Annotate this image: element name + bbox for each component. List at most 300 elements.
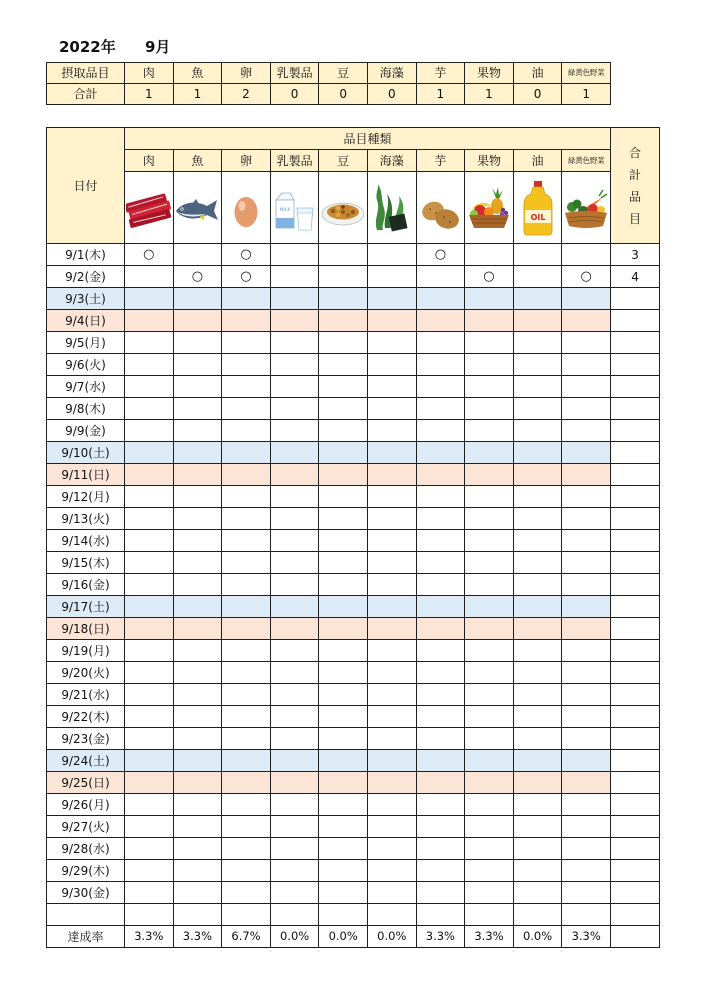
vegetable-basket-icon — [563, 178, 609, 238]
intake-mark-cell — [319, 838, 368, 860]
intake-mark-cell — [416, 860, 465, 882]
day-row — [47, 838, 660, 860]
intake-mark-cell — [222, 332, 271, 354]
summary-total-label: 合計 — [47, 84, 125, 105]
day-row — [47, 816, 660, 838]
date-cell: 9/1(木) — [47, 244, 125, 266]
intake-mark-cell — [270, 816, 319, 838]
intake-mark-cell — [562, 662, 611, 684]
summary-category-potato: 芋 — [416, 63, 465, 84]
day-row — [47, 244, 660, 266]
daily-total-cell — [611, 354, 660, 376]
intake-mark-cell — [270, 750, 319, 772]
intake-mark-cell — [173, 860, 222, 882]
intake-mark-cell — [270, 706, 319, 728]
intake-mark-cell — [222, 574, 271, 596]
intake-mark-cell — [562, 684, 611, 706]
daily-total-cell — [611, 882, 660, 904]
intake-mark-cell — [222, 530, 271, 552]
intake-mark-cell — [465, 574, 514, 596]
achievement-rate-beans: 0.0% — [319, 926, 368, 948]
summary-total-fish: 1 — [173, 84, 222, 105]
intake-mark-cell — [416, 332, 465, 354]
meat-icon — [126, 178, 172, 238]
daily-total-cell — [611, 860, 660, 882]
intake-mark-cell — [222, 882, 271, 904]
milk-icon — [272, 178, 318, 238]
achievement-row — [47, 926, 660, 948]
intake-mark-cell — [270, 552, 319, 574]
beans-image-cell — [319, 172, 368, 244]
intake-mark-cell — [562, 706, 611, 728]
intake-mark-cell — [513, 684, 562, 706]
date-cell: 9/4(日) — [47, 310, 125, 332]
intake-mark-cell — [513, 816, 562, 838]
daily-total-cell — [611, 376, 660, 398]
intake-mark-cell — [416, 486, 465, 508]
intake-mark-cell — [319, 684, 368, 706]
intake-mark-cell — [416, 266, 465, 288]
intake-mark-cell — [465, 640, 514, 662]
intake-mark-cell — [367, 838, 416, 860]
intake-mark-cell — [416, 838, 465, 860]
intake-mark-cell — [173, 838, 222, 860]
intake-mark-cell — [319, 728, 368, 750]
achievement-rate-egg: 6.7% — [222, 926, 271, 948]
daily-total-cell — [611, 706, 660, 728]
intake-mark-cell — [465, 376, 514, 398]
intake-mark-cell — [125, 332, 174, 354]
daily-total-cell — [611, 662, 660, 684]
intake-mark-cell — [367, 266, 416, 288]
summary-header-row — [47, 63, 611, 84]
intake-mark-cell — [465, 618, 514, 640]
intake-mark-cell — [173, 772, 222, 794]
intake-mark-cell — [513, 442, 562, 464]
intake-mark-cell — [416, 574, 465, 596]
intake-mark-cell — [416, 354, 465, 376]
daily-total-cell — [611, 508, 660, 530]
summary-category-beans: 豆 — [319, 63, 368, 84]
intake-mark-cell — [319, 596, 368, 618]
achievement-rate-green-yellow-vegetables: 3.3% — [562, 926, 611, 948]
intake-mark-cell — [513, 354, 562, 376]
intake-mark-cell — [562, 354, 611, 376]
fruit-basket-icon — [466, 178, 512, 238]
intake-mark-cell — [513, 266, 562, 288]
intake-mark-cell — [222, 442, 271, 464]
summary-category-meat: 肉 — [125, 63, 174, 84]
summary-table — [46, 62, 611, 105]
intake-mark-cell — [367, 244, 416, 266]
oil-bottle-label: OIL — [530, 212, 545, 222]
summary-row-label: 摂取品目 — [47, 63, 125, 84]
total-items-header — [611, 128, 660, 244]
date-cell: 9/6(火) — [47, 354, 125, 376]
intake-mark-cell — [367, 332, 416, 354]
egg-icon — [223, 178, 269, 238]
date-cell: 9/5(月) — [47, 332, 125, 354]
intake-mark-cell — [125, 552, 174, 574]
intake-mark-cell — [562, 574, 611, 596]
intake-mark-cell — [367, 684, 416, 706]
intake-mark-cell — [125, 464, 174, 486]
intake-mark-cell — [125, 574, 174, 596]
summary-total-beans: 0 — [319, 84, 368, 105]
intake-mark-cell — [513, 772, 562, 794]
intake-mark-cell — [222, 486, 271, 508]
category-header-green-yellow-vegetables: 緑黄色野菜 — [562, 150, 611, 172]
day-row — [47, 640, 660, 662]
intake-mark-cell — [319, 662, 368, 684]
intake-mark-cell — [513, 728, 562, 750]
intake-mark-cell — [319, 486, 368, 508]
intake-mark-cell: ○ — [562, 266, 611, 288]
intake-mark-cell — [222, 838, 271, 860]
intake-mark-cell — [513, 420, 562, 442]
intake-mark-cell — [465, 288, 514, 310]
intake-mark-cell — [319, 354, 368, 376]
potato-icon — [417, 178, 463, 238]
intake-mark-cell — [367, 596, 416, 618]
intake-mark-cell — [319, 750, 368, 772]
egg-image-cell — [222, 172, 271, 244]
intake-mark-cell — [125, 882, 174, 904]
daily-total-cell — [611, 442, 660, 464]
intake-mark-cell — [270, 640, 319, 662]
daily-total-cell — [611, 816, 660, 838]
intake-mark-cell — [562, 398, 611, 420]
intake-mark-cell — [562, 288, 611, 310]
achievement-rate-fish: 3.3% — [173, 926, 222, 948]
date-cell: 9/22(木) — [47, 706, 125, 728]
date-cell: 9/9(金) — [47, 420, 125, 442]
intake-mark-cell — [125, 288, 174, 310]
fruit-image-cell — [465, 172, 514, 244]
blank-cell — [562, 904, 611, 926]
intake-mark-cell — [513, 464, 562, 486]
summary-total-dairy: 0 — [270, 84, 319, 105]
oil-bottle-icon — [515, 178, 561, 238]
intake-mark-cell — [270, 442, 319, 464]
intake-mark-cell — [173, 530, 222, 552]
date-cell: 9/13(火) — [47, 508, 125, 530]
intake-mark-cell — [125, 706, 174, 728]
day-row — [47, 662, 660, 684]
blank-cell — [465, 904, 514, 926]
day-row — [47, 376, 660, 398]
intake-mark-cell — [173, 420, 222, 442]
intake-mark-cell — [270, 310, 319, 332]
intake-mark-cell — [125, 860, 174, 882]
intake-mark-cell — [173, 310, 222, 332]
intake-mark-cell — [465, 310, 514, 332]
day-row — [47, 574, 660, 596]
day-row — [47, 860, 660, 882]
intake-mark-cell — [319, 398, 368, 420]
intake-mark-cell — [173, 618, 222, 640]
intake-mark-cell — [416, 640, 465, 662]
intake-mark-cell — [416, 288, 465, 310]
daily-total-cell — [611, 398, 660, 420]
blank-cell — [173, 904, 222, 926]
intake-mark-cell — [465, 442, 514, 464]
day-row — [47, 530, 660, 552]
blank-cell — [222, 904, 271, 926]
intake-mark-cell — [319, 552, 368, 574]
category-header-fish: 魚 — [173, 150, 222, 172]
intake-mark-cell — [125, 838, 174, 860]
intake-mark-cell — [416, 706, 465, 728]
category-header-beans: 豆 — [319, 150, 368, 172]
intake-mark-cell — [513, 662, 562, 684]
intake-mark-cell — [173, 750, 222, 772]
intake-table — [46, 127, 660, 948]
daily-total-cell — [611, 420, 660, 442]
day-row — [47, 772, 660, 794]
date-cell: 9/21(水) — [47, 684, 125, 706]
category-header-dairy: 乳製品 — [270, 150, 319, 172]
intake-mark-cell — [173, 882, 222, 904]
intake-mark-cell — [270, 288, 319, 310]
intake-mark-cell — [270, 574, 319, 596]
header-row-type — [47, 128, 660, 150]
intake-mark-cell — [270, 684, 319, 706]
intake-mark-cell — [173, 662, 222, 684]
day-row — [47, 794, 660, 816]
intake-mark-cell — [465, 464, 514, 486]
intake-mark-cell — [465, 398, 514, 420]
intake-mark-cell — [416, 310, 465, 332]
day-row — [47, 596, 660, 618]
intake-mark-cell — [416, 662, 465, 684]
intake-mark-cell — [270, 662, 319, 684]
intake-mark-cell — [173, 574, 222, 596]
intake-mark-cell — [222, 640, 271, 662]
intake-mark-cell — [173, 596, 222, 618]
intake-mark-cell — [367, 420, 416, 442]
intake-mark-cell — [173, 464, 222, 486]
intake-mark-cell — [562, 442, 611, 464]
intake-mark-cell — [562, 794, 611, 816]
achievement-rate-potato: 3.3% — [416, 926, 465, 948]
day-row — [47, 618, 660, 640]
daily-total-cell — [611, 794, 660, 816]
intake-mark-cell — [416, 464, 465, 486]
intake-mark-cell — [367, 376, 416, 398]
intake-mark-cell — [125, 662, 174, 684]
intake-mark-cell — [270, 486, 319, 508]
intake-mark-cell — [465, 684, 514, 706]
summary-total-meat: 1 — [125, 84, 174, 105]
table-footer — [47, 904, 660, 948]
intake-mark-cell — [125, 684, 174, 706]
day-row — [47, 486, 660, 508]
title-year: 2022年 — [59, 38, 116, 56]
date-cell: 9/11(日) — [47, 464, 125, 486]
intake-mark-cell — [222, 662, 271, 684]
intake-mark-cell — [367, 706, 416, 728]
date-cell: 9/15(木) — [47, 552, 125, 574]
fish-image-cell — [173, 172, 222, 244]
title-month: 9月 — [144, 38, 171, 56]
intake-mark-cell — [270, 266, 319, 288]
intake-mark-cell — [416, 882, 465, 904]
blank-cell — [47, 904, 125, 926]
day-row — [47, 464, 660, 486]
intake-mark-cell — [270, 728, 319, 750]
intake-mark-cell — [367, 464, 416, 486]
intake-mark-cell — [416, 508, 465, 530]
intake-mark-cell — [173, 244, 222, 266]
intake-mark-cell — [416, 420, 465, 442]
intake-mark-cell — [319, 464, 368, 486]
intake-mark-cell — [465, 838, 514, 860]
intake-mark-cell — [465, 882, 514, 904]
intake-mark-cell — [416, 816, 465, 838]
intake-mark-cell — [465, 244, 514, 266]
intake-mark-cell — [173, 794, 222, 816]
achievement-rate-dairy: 0.0% — [270, 926, 319, 948]
daily-total-cell — [611, 574, 660, 596]
category-header-oil: 油 — [513, 150, 562, 172]
meat-image-cell — [125, 172, 174, 244]
intake-mark-cell — [367, 574, 416, 596]
intake-mark-cell — [173, 728, 222, 750]
intake-mark-cell — [465, 816, 514, 838]
intake-mark-cell — [367, 816, 416, 838]
day-row — [47, 332, 660, 354]
date-cell: 9/20(火) — [47, 662, 125, 684]
intake-mark-cell — [513, 244, 562, 266]
intake-mark-cell — [319, 508, 368, 530]
intake-mark-cell — [125, 486, 174, 508]
intake-mark-cell — [125, 596, 174, 618]
intake-mark-cell — [562, 838, 611, 860]
intake-mark-cell — [173, 706, 222, 728]
total-items-header-label: 合計品目 — [629, 145, 642, 226]
intake-mark-cell — [173, 552, 222, 574]
intake-mark-cell — [562, 486, 611, 508]
intake-mark-cell — [319, 442, 368, 464]
intake-mark-cell — [319, 420, 368, 442]
intake-mark-cell — [513, 332, 562, 354]
daily-total-cell — [611, 838, 660, 860]
intake-mark-cell — [513, 882, 562, 904]
intake-mark-cell — [513, 574, 562, 596]
achievement-rate-oil: 0.0% — [513, 926, 562, 948]
intake-mark-cell — [173, 376, 222, 398]
intake-mark-cell — [562, 618, 611, 640]
category-header-potato: 芋 — [416, 150, 465, 172]
daily-rows — [47, 244, 660, 904]
intake-mark-cell — [562, 508, 611, 530]
day-row — [47, 706, 660, 728]
intake-mark-cell — [562, 376, 611, 398]
intake-mark-cell — [222, 464, 271, 486]
date-cell: 9/27(火) — [47, 816, 125, 838]
summary-total-egg: 2 — [222, 84, 271, 105]
intake-mark-cell — [319, 376, 368, 398]
date-cell: 9/2(金) — [47, 266, 125, 288]
intake-mark-cell — [125, 354, 174, 376]
blank-cell — [270, 904, 319, 926]
intake-mark-cell — [513, 376, 562, 398]
intake-mark-cell — [270, 354, 319, 376]
intake-mark-cell — [222, 794, 271, 816]
intake-mark-cell: ○ — [125, 244, 174, 266]
intake-mark-cell — [465, 530, 514, 552]
intake-mark-cell — [465, 750, 514, 772]
intake-mark-cell — [319, 772, 368, 794]
intake-mark-cell — [367, 486, 416, 508]
intake-mark-cell — [222, 706, 271, 728]
intake-mark-cell — [319, 332, 368, 354]
daily-total-cell — [611, 332, 660, 354]
intake-mark-cell — [562, 464, 611, 486]
intake-mark-cell — [319, 640, 368, 662]
intake-mark-cell — [562, 310, 611, 332]
intake-mark-cell — [319, 266, 368, 288]
intake-mark-cell — [125, 772, 174, 794]
intake-mark-cell — [270, 244, 319, 266]
summary-category-egg: 卵 — [222, 63, 271, 84]
daily-total-cell — [611, 640, 660, 662]
intake-mark-cell — [562, 640, 611, 662]
intake-mark-cell — [222, 354, 271, 376]
intake-mark-cell — [222, 860, 271, 882]
intake-mark-cell — [562, 244, 611, 266]
intake-mark-cell — [562, 530, 611, 552]
intake-mark-cell — [270, 860, 319, 882]
intake-mark-cell — [562, 552, 611, 574]
intake-mark-cell — [222, 288, 271, 310]
intake-mark-cell — [513, 794, 562, 816]
intake-mark-cell — [222, 750, 271, 772]
intake-mark-cell — [270, 332, 319, 354]
intake-mark-cell — [125, 442, 174, 464]
intake-mark-cell — [222, 508, 271, 530]
intake-mark-cell — [173, 442, 222, 464]
intake-mark-cell — [367, 794, 416, 816]
intake-mark-cell — [465, 662, 514, 684]
intake-mark-cell — [222, 772, 271, 794]
intake-mark-cell — [416, 596, 465, 618]
intake-mark-cell — [416, 618, 465, 640]
intake-mark-cell — [513, 860, 562, 882]
intake-mark-cell: ○ — [222, 266, 271, 288]
intake-mark-cell — [562, 860, 611, 882]
blank-cell — [319, 904, 368, 926]
intake-mark-cell — [513, 310, 562, 332]
day-row — [47, 354, 660, 376]
intake-mark-cell — [367, 552, 416, 574]
intake-mark-cell — [125, 640, 174, 662]
intake-mark-cell — [513, 838, 562, 860]
milk-carton-label: MILK — [279, 207, 290, 213]
intake-mark-cell — [319, 882, 368, 904]
day-row — [47, 398, 660, 420]
intake-mark-cell — [125, 310, 174, 332]
intake-mark-cell — [173, 398, 222, 420]
daily-total-cell — [611, 618, 660, 640]
intake-mark-cell — [367, 860, 416, 882]
date-cell: 9/16(金) — [47, 574, 125, 596]
intake-mark-cell — [319, 860, 368, 882]
intake-mark-cell — [222, 618, 271, 640]
intake-mark-cell — [465, 860, 514, 882]
intake-mark-cell — [173, 508, 222, 530]
